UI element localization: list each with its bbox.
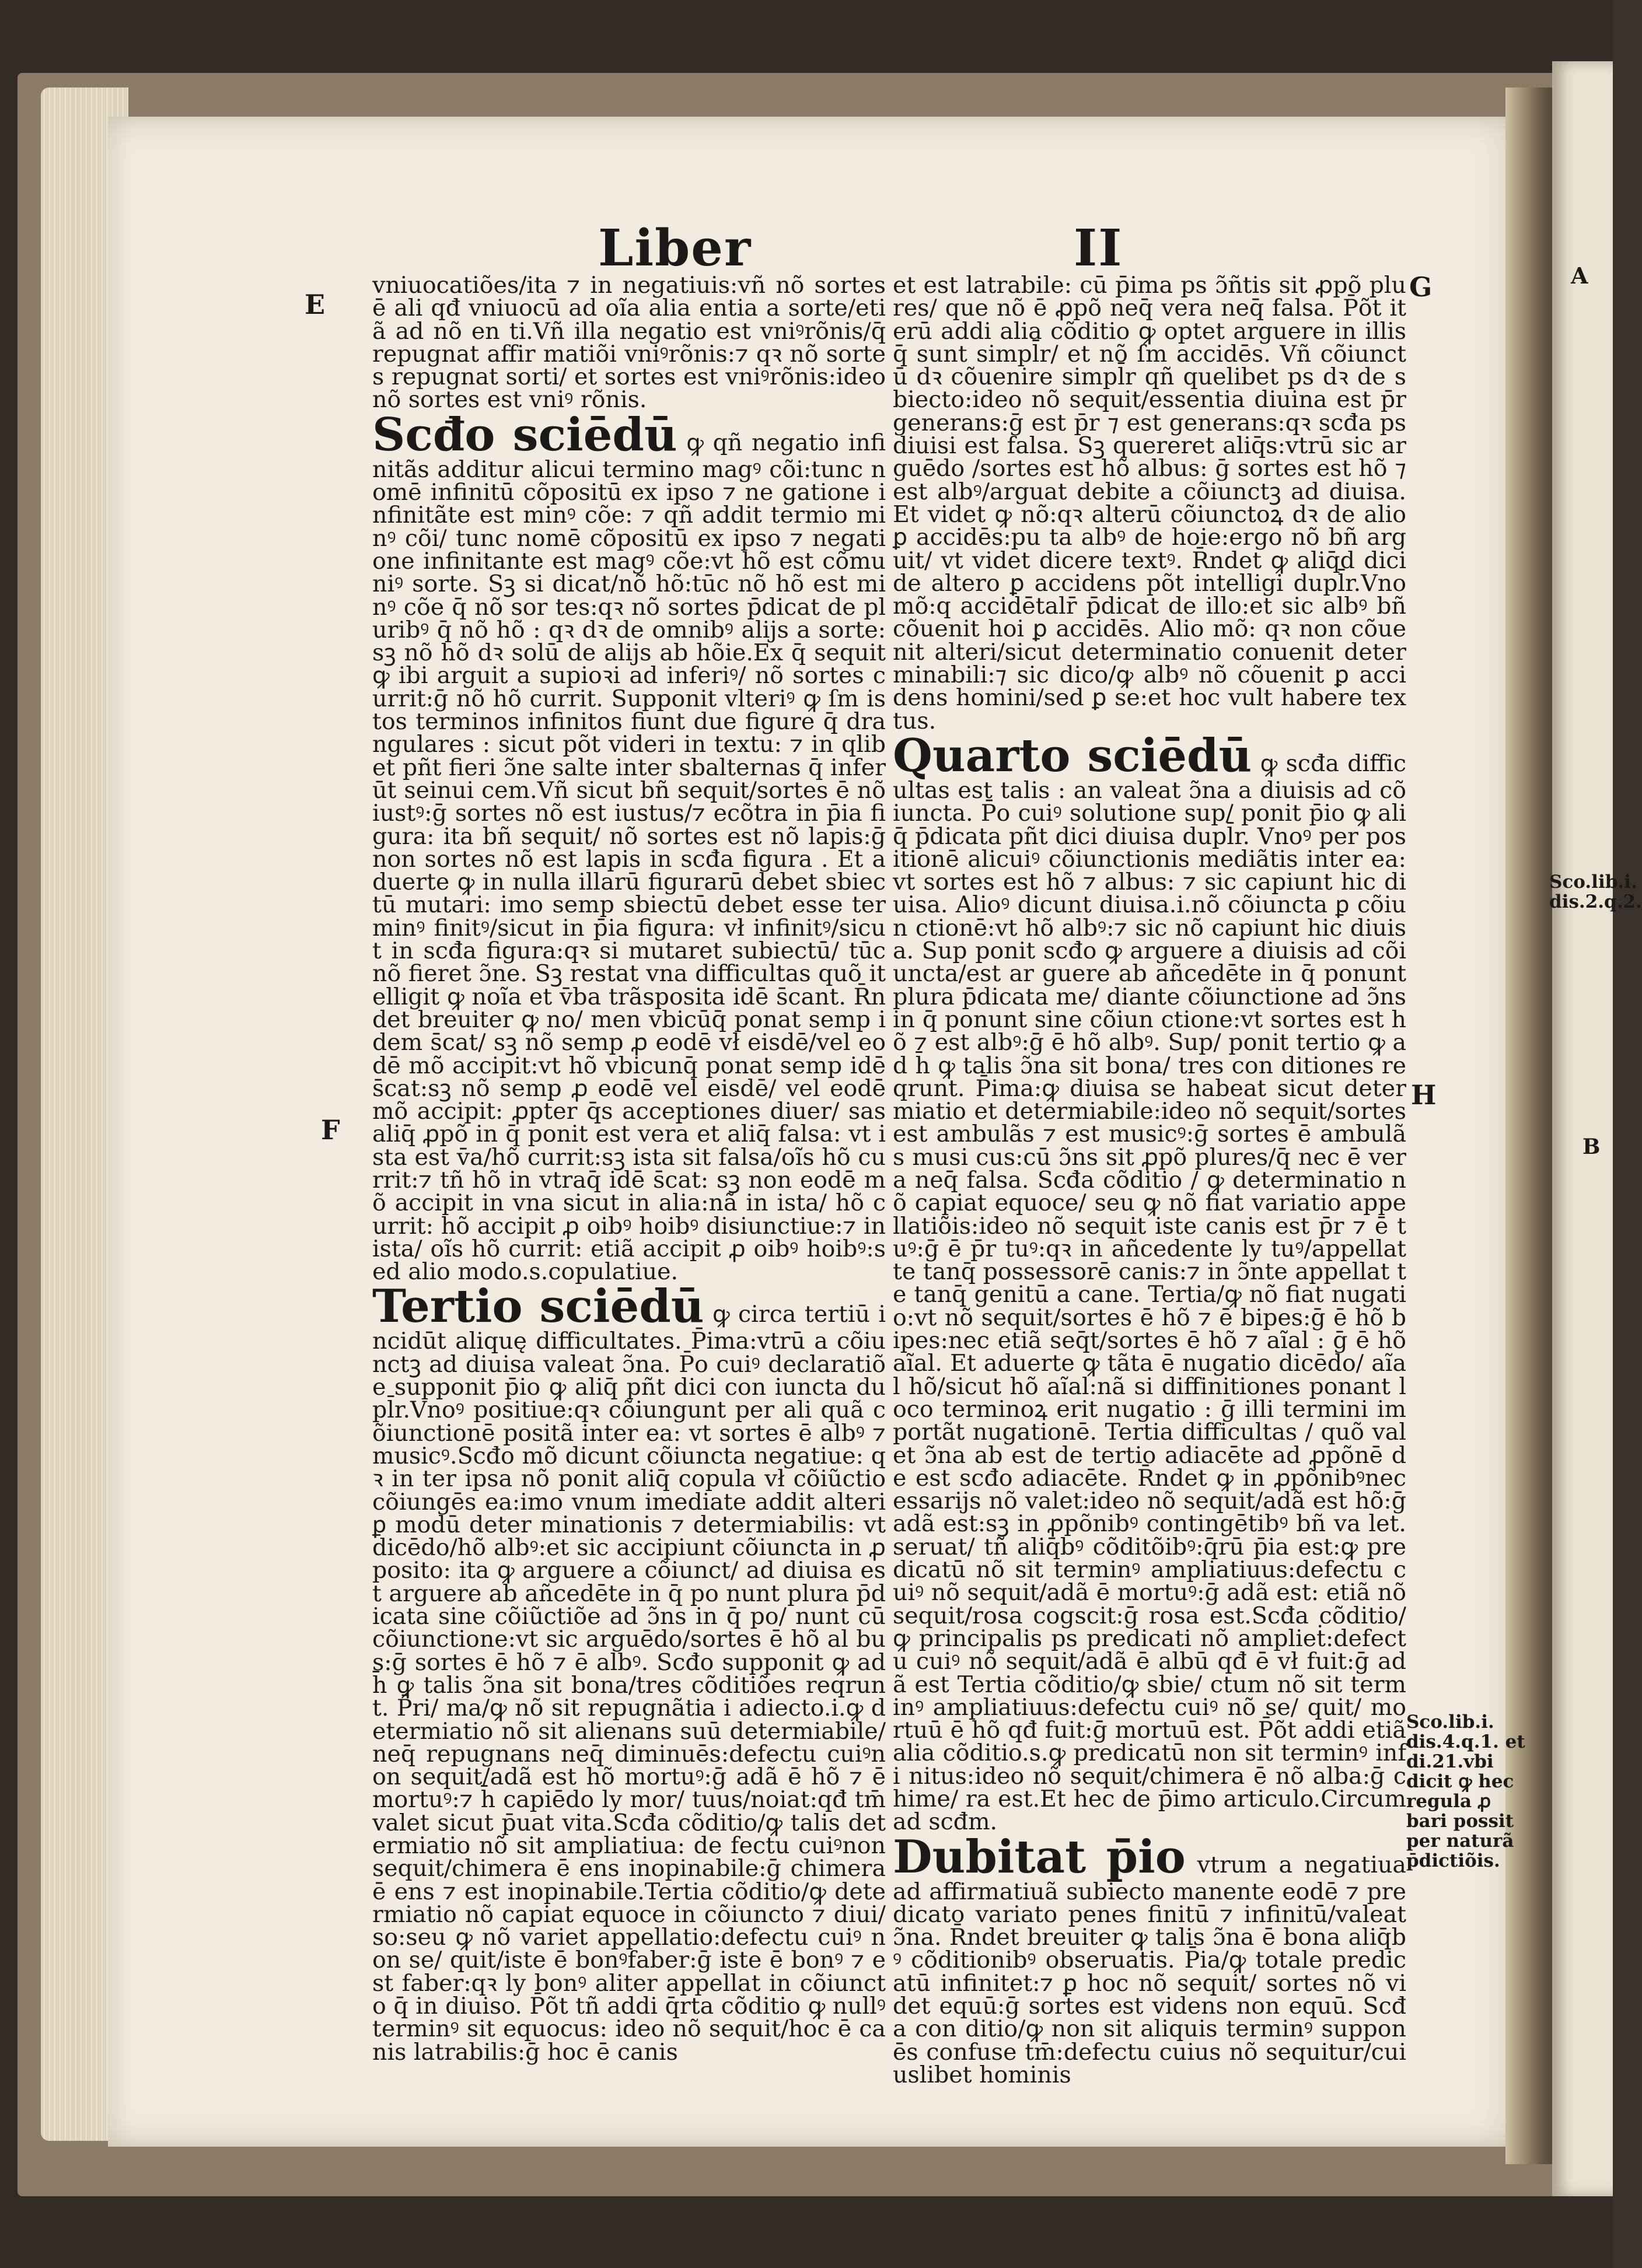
section-marker-e: E [305, 289, 326, 320]
section-heading: Scđo sciēdū [372, 408, 677, 461]
paragraph: vniuocatiões/ita ⁊ in negatiuis:vñ nõ sortes ē ali qđ vniuocū ad oĩa alia entia a sorte/etiã ad nõ en ti.Vñ illa negatio est vniꝰrõnis/q̄ repugnat affir matiõi vniꝰrõnis:⁊ qꝛ nõ sortes repugnat sorti/ et sortes est vniꝰrõnis:ideo nõ sortes est vniꝰ rõnis. [372, 272, 886, 414]
margin-note-right-page: Sco.lib.i. dis.2.q.2. [1549, 872, 1642, 912]
section-heading: Tertio sciēdū [372, 1280, 704, 1334]
section-marker-h: H [1411, 1079, 1437, 1111]
section-heading: Dubitat p̄io [893, 1830, 1186, 1884]
section-heading: Quarto sciēdū [893, 729, 1252, 782]
margin-note-bottom: Sco.lib.i. dis.4.q.1. et di.21.vbi dicit ꝙ hec regula ꝓ bari possit per naturã p̄dictiõis. [1406, 1712, 1525, 1871]
right-page-marker-a: A [1571, 262, 1588, 289]
text-column-left [372, 274, 886, 2064]
right-page-marker-b: B [1582, 1135, 1601, 1159]
section-marker-f: F [321, 1114, 340, 1146]
section-marker-g: G [1409, 271, 1433, 303]
paragraph: vtrum a negatiua ad affirmatiuã subiecto manente eodē ⁊ predicato variato penes finitū ⁊ infinitū/valeat ɔ̃na. R̄ndet breuiter ꝙ talis ɔ̃na ē bona aliq̄bꝰ cõditionibꝰ obseruatis. P̄ia/ꝙ totale predicatū infinitet:⁊ ꝑ hoc nõ sequit/ sortes nõ vi det equū:ḡ sortes est videns non equū. Scđa con ditio/ꝙ non sit aliquis terminꝰ supponēs confuse tm̄:defectu cuius nõ sequitur/cuiuslibet hominis [893, 1851, 1406, 2088]
paragraph: ꝙ qñ negatio infinitãs additur alicui termino magꝰ cõi:tunc nomē infinitū cõpositū ex ipso ⁊ ne gatione infinitãte est minꝰ cõe: ⁊ qñ addit termio minꝰ cõi/ tunc nomē cõpositū ex ipso ⁊ negatione infinitante est magꝰ cõe:vt hõ est cõmuniꝰ sorte. Sꝫ si dicat/nõ hõ:tūc nõ hõ est minꝰ cõe q̄ nõ sor tes:qꝛ nõ sortes p̄dicat de pluribꝰ q̄ nõ hõ : qꝛ dꝛ de omnibꝰ alijs a sorte:sꝫ nõ hõ dꝛ solū de alijs ab hõie.Ex q̄ sequit ꝙ ibi arguit a supioꝛi ad inferiꝰ/ nõ sortes currit:ḡ nõ hõ currit. Supponit vlteriꝰ ꝙ ſm istos terminos infinitos fiunt due figure q̄ drangulares : sicut põt videri in textu: ⁊ in qlibet pñt fieri ɔ̃ne salte inter sbalternas q̄ inferūt seinui cem.Vñ sicut bñ sequit/sortes ē nõ iustꝰ:ḡ sortes nõ est iustus/⁊ ecõtra in p̄ia figura: ita bñ sequit/ nõ sortes est nõ lapis:ḡ non sortes nõ est lapis in scđa figura . Et aduerte ꝙ in nulla illarū figurarū debet sbiectū mutari: imo semp sbiectū debet esse terminꝰ finitꝰ/sicut in p̄ia figura: vł infinitꝰ/sicut in scđa figura:qꝛ si mutaret subiectū/ tūc nõ fieret ɔ̃ne. Sꝫ restat vna difficultas quõ itelligit ꝙ noĩa et v̄ba trãsposita idē s̄cant. R̄ndet breuiter ꝙ no/ men vbicūq̄ ponat semp idem s̄cat/ sꝫ nõ semp ꝓ eodē vł eisdē/vel eodē mõ accipit:vt hõ vbicunq̄ ponat semp idē s̄cat:sꝫ nõ semp ꝓ eodē vel eisdē/ vel eodē mõ accipit: ꝓpter q̄s acceptiones diuer/ sas aliq̄ ꝓpõ in q̄ ponit est vera et aliq̄ falsa: vt ista est v̄a/hõ currit:sꝫ ista sit falsa/oĩs hõ currit:⁊ tñ hõ in vtraq̄ idē s̄cat: sꝫ non eodē mõ accipit in vna sicut in alia:nã in ista/ hõ currit: hõ accipit ꝓ oibꝰ hoibꝰ disiunctiue:⁊ in ista/ oĩs hõ currit: etiã accipit ꝓ oibꝰ hoibꝰ:sed alio modo.s.copulatiue. [372, 429, 886, 1286]
running-head-liber: Liber [598, 219, 752, 278]
right-page-fragment [1552, 61, 1613, 2196]
running-head-book-number: II [1074, 219, 1123, 278]
paragraph: ꝙ circa tertiū incidūt aliquę difficultates. P̄ima:vtrū a cõiunctꝫ ad diuisa valeat ɔ̃na. P̄o cuiꝰ declaratiõe supponit p̄io ꝙ aliq̄ pñt dici con iuncta dupl̄r.Vnoꝰ positiue:qꝛ cõiungunt per ali quã cõiunctionē positã inter ea: vt sortes ē albꝰ ⁊ musicꝰ.Scđo mõ dicunt cõiuncta negatiue: qꝛ in ter ipsa nõ ponit aliq̄ copula vł cõiũctio cõiungēs ea:imo vnum imediate addit alteri ꝑ modū deter minationis ⁊ determiabilis: vt dicēdo/hõ albꝰ:et sic accipiunt cõiuncta in ꝓposito: ita ꝙ arguere a cõiunct/ ad diuisa est arguere ab añcedēte in q̄ po nunt plura p̄dicata sine cõiũctiõe ad ɔ̃ns in q̄ po/ nunt cū cõiunctione:vt sic arguēdo/sortes ē hõ al bus:ḡ sortes ē hõ ⁊ ē albꝰ. Scđo supponit ꝙ ad h̄ ꝙ talis ɔ̃na sit bona/tres cõditiões reqrunt. P̄ri/ ma/ꝙ nõ sit repugnãtia i adiecto.i.ꝙ determiatio nõ sit alienans suū determiabile/neq̄ repugnans neq̄ diminuēs:defectu cuiꝰnon sequit/adã est hõ mortuꝰ:ḡ adã ē hõ ⁊ ē mortuꝰ:⁊ h̄ capiēdo ly mor/ tuus/noiat:qđ tm̄ valet sicut p̄uat vita.Scđa cõditio/ꝙ talis determiatio nõ sit ampliatiua: de fectu cuiꝰnon sequit/chimera ē ens inopinabile:ḡ chimera ē ens ⁊ est inopinabile.Tertia cõditio/ꝙ determiatio nõ capiat equoce in cõiuncto ⁊ diui/ so:seu ꝙ nõ variet appellatio:defectu cuiꝰ non se/ quit/iste ē bonꝰfaber:ḡ iste ē bonꝰ ⁊ est faber:qꝛ ly bonꝰ aliter appellat in cõiuncto q̄ in diuiso. P̄õt tñ addi q̄rta cõditio ꝙ nullꝰ terminꝰ sit equocus: ideo nõ sequit/hoc ē canis latrabilis:ḡ hoc ē canis [372, 1301, 886, 2066]
text-column-right [893, 274, 1406, 2087]
paragraph: ꝙ scđa difficultas est talis : an valeat ɔ̃na a diuisis ad cõiuncta. P̄o cuiꝰ solutione sup/ ponit p̄io ꝙ aliq̄ p̄dicata pñt dici diuisa dupl̄r. Vnoꝰ per positionē alicuiꝰ cõiunctionis mediãtis inter ea:vt sortes est hõ ⁊ albus: ⁊ sic capiunt hic diuisa. Alioꝰ dicunt diuisa.i.nõ cõiuncta ꝑ cõiun ctionē:vt hõ albꝰ:⁊ sic nõ capiunt hic diuisa. Sup ponit scđo ꝙ arguere a diuisis ad cõiuncta/est ar guere ab añcedēte in q̄ ponunt plura p̄dicata me/ diante cõiunctione ad ɔ̃ns in q̄ ponunt sine cõiun ctione:vt sortes est hõ ⁊ est albꝰ:ḡ ē hõ albꝰ. Sup/ ponit tertio ꝙ ad h̄ ꝙ talis ɔ̃na sit bona/ tres con ditiones reqrunt. P̄ima:ꝙ diuisa se habeat sicut determiatio et determiabile:ideo nõ sequit/sortes est ambulãs ⁊ est musicꝰ:ḡ sortes ē ambulãs musi cus:cū ɔ̃ns sit ꝓpõ plures/q̄ nec ē vera neq̄ falsa. Scđa cõditio / ꝙ determinatio nõ capiat equoce/ seu ꝙ nõ fiat variatio appellatiõis:ideo nõ sequit iste canis est p̄r ⁊ ē tuꝰ:ḡ ē p̄r tuꝰ:qꝛ in añcedente ly tuꝰ/appellat te tanq̄ possessorē canis:⁊ in ɔ̃nte appellat te tanq̄ genitū a cane. Tertia/ꝙ nõ fiat nugatio:vt nõ sequit/sortes ē hõ ⁊ ē bipes:ḡ ē hõ bipes:nec etiã seq̄t/sortes ē hõ ⁊ aĩal : ḡ ē hõ aĩal. Et aduerte ꝙ tãta ē nugatio dicēdo/ aĩal hõ/sicut hõ aĩal:nã si diffinitiones ponant loco terminoꝝ erit nugatio : ḡ illi termini importãt nugationē. Tertia difficultas / quõ valet ɔ̃na ab est de tertio adiacēte ad ꝓpõnē de est scđo adiacēte. R̄ndet ꝙ in ꝓpõnibꝰnecessarijs nõ valet:ideo nõ sequit/adã est hõ:ḡ adã est:sꝫ in ꝓpõnibꝰ contingētibꝰ bñ va let.seruat/ tñ aliq̄bꝰ cõditõibꝰ:q̄rū p̄ia est:ꝙ pre dicatū nõ sit terminꝰ ampliatiuus:defectu cuiꝰ nõ sequit/adã ē mortuꝰ:ḡ adã est: etiã nõ sequit/rosa cogscit:ḡ rosa est.Scđa cõditio/ꝙ principalis ps predicati nõ amplieṫ:defectu cuiꝰ nõ sequit/adã ē albū qđ ē vł fuit:ḡ adã est Tertia cõditio/ꝙ sbie/ ctum nõ sit terminꝰ ampliatiuus:defectu cuiꝰ nõ se/ quit/ mortuū ē hõ qđ fuit:ḡ mortuū est. P̄õt addi etiã alia cõditio.s.ꝙ predicatū non sit terminꝰ infi nitus:ideo nõ sequit/chimera ē nõ alba:ḡ chime/ ra est.Et hec de p̄imo articulo.Circum ad scđm. [893, 750, 1406, 1836]
paragraph: et est latrabile: cū p̄ima ps ɔ̃ñtis sit ꝓpõ plures/ que nõ ē ꝓpõ neq̄ vera neq̄ falsa. P̄õt iterū addi alia cõditio ꝙ optet arguere in illis q̄ sunt simpl̄r/ et nõ ſm accidēs. Vñ cõiunctū dꝛ cõuenire simpl̄r qñ quelibet ps dꝛ de sbiecto:ideo nõ sequit/essentia diuina est p̄r generans:ḡ est p̄r ⁊ est generans:qꝛ scđa ps diuisi est falsa. Sꝫ quereret aliq̄s:vtrū sic arguēdo /sortes est hõ albus: ḡ sortes est hõ ⁊ est albꝰ/arguat debite a cõiunctꝫ ad diuisa. Et videt ꝙ nõ:qꝛ alterū cõiunctoꝝ dꝛ de alio ꝑ accidēs:pu ta albꝰ de hoie:ergo nõ bñ arguit/ vt videt dicere textꝰ. R̄ndet ꝙ aliq̄d dici de altero ꝑ accidens põt intelligi dupl̄r.Vno mõ:q accidētalr̄ p̄dicat de illo:et sic albꝰ bñ cõuenit hoi ꝑ accidēs. Alio mõ: qꝛ non cõuenit alteri/sicut determinatio conuenit determinabili:⁊ sic dico/ꝙ albꝰ nõ cõuenit ꝑ acci dens homini/sed ꝑ se:et hoc vult habere textus. [893, 272, 1406, 734]
